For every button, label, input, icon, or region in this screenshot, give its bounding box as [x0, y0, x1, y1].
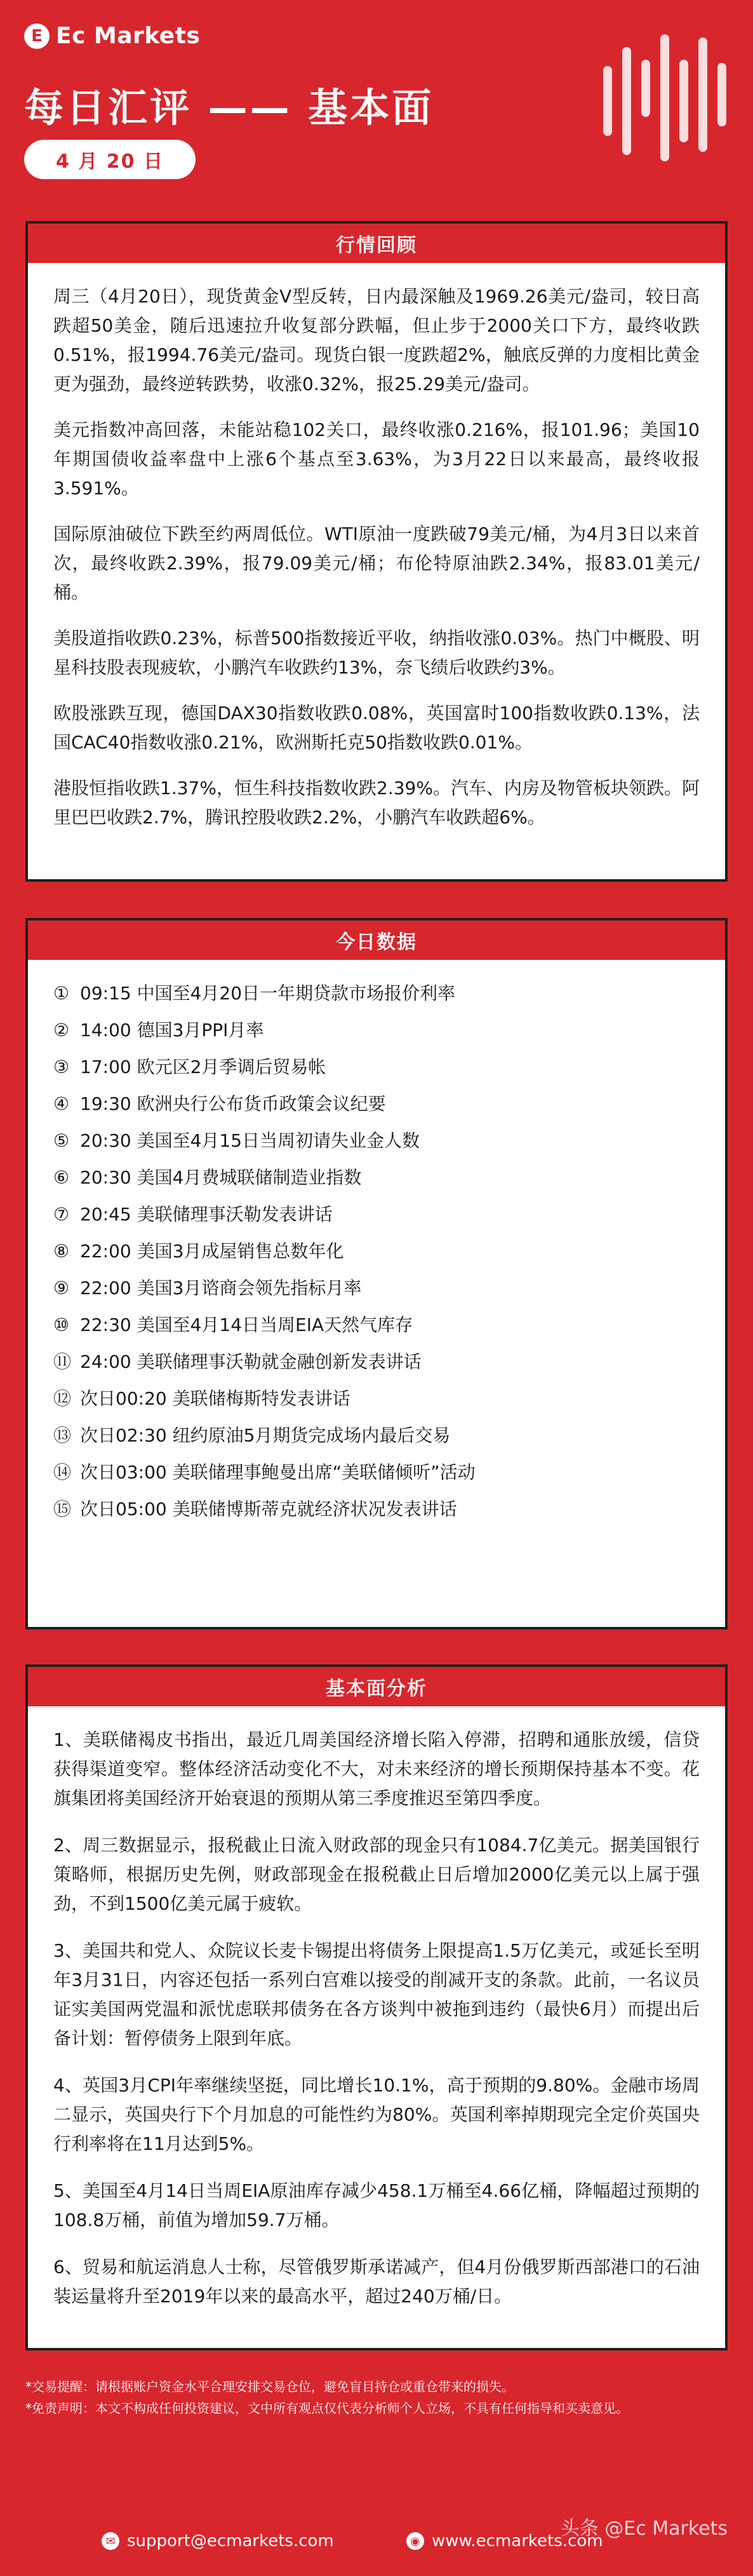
- analysis-paragraph: 4、英国3月CPI年率继续坚挺，同比增长10.1%，高于预期的9.80%。金融市场周二显示，英国央行下个月加息的可能性约为80%。英国利率掉期现完全定价英国央行利率将在11月达到5%。: [53, 2075, 700, 2154]
- item-text: 22:00 美国3月谘商会领先指标月率: [80, 1278, 362, 1298]
- list-item: [53, 1012, 700, 1049]
- item-text: 次日05:00 美联储博斯蒂克就经济状况发表讲话: [80, 1499, 457, 1520]
- item-text: 20:45 美联储理事沃勒发表讲话: [80, 1204, 333, 1225]
- brand-logo: [24, 23, 200, 49]
- item-text: 24:00 美联储理事沃勒就金融创新发表讲话: [80, 1351, 422, 1372]
- website-link[interactable]: www.ecmarkets.com: [432, 2532, 603, 2551]
- disclaimer: [25, 2376, 728, 2419]
- review-paragraph: 欧股涨跌互现，德国DAX30指数收跌0.08%，英国富时100指数收跌0.13%，法国CAC40指数收涨0.21%，欧洲斯托克50指数收跌0.01%。: [53, 703, 700, 753]
- item-text: 次日02:30 纽约原油5月期货完成场内最后交易: [80, 1425, 451, 1446]
- fundamental-analysis-card: [25, 1664, 728, 2350]
- globe-icon: ◉: [406, 2532, 424, 2550]
- review-paragraph: 国际原油破位下跌至约两周低位。WTI原油一度跌破79美元/桶，为4月3日以来首次，最终收跌2.39%，报79.09美元/桶；布伦特原油跌2.34%，报83.01美元/桶。: [53, 523, 700, 603]
- list-item: [53, 1454, 700, 1491]
- event-list: [53, 975, 700, 1528]
- item-text: 17:00 欧元区2月季调后贸易帐: [80, 1056, 326, 1077]
- analysis-paragraph: 5、美国至4月14日当周EIA原油库存减少458.1万桶至4.66亿桶，降幅超过预期的108.8万桶，前值为增加59.7万桶。: [53, 2180, 700, 2230]
- today-data-title: 今日数据: [28, 920, 725, 960]
- list-item: [53, 1417, 700, 1454]
- today-data-card: [25, 918, 728, 1629]
- item-number: ⑨: [53, 1278, 70, 1298]
- list-item: [53, 1123, 700, 1159]
- list-item: [53, 1159, 700, 1196]
- analysis-paragraph: 3、美国共和党人、众院议长麦卡锡提出将债务上限提高1.5万亿美元，或延长至明年3月31日，内容还包括一系列白宫难以接受的削减开支的条款。此前，一名议员证实美国两党温和派忧虑联邦债务在各方谈判中被拖到违约（最快6月）而提出后备计划：暂停债务上限到年底。: [53, 1940, 700, 2049]
- item-number: ⑪: [53, 1351, 72, 1372]
- item-text: 09:15 中国至4月20日一年期贷款市场报价利率: [80, 983, 456, 1004]
- item-text: 14:00 德国3月PPI月率: [80, 1020, 264, 1041]
- item-number: ⑩: [53, 1314, 70, 1335]
- item-text: 22:00 美国3月成屋销售总数年化: [80, 1241, 344, 1262]
- analysis-paragraph: 1、美联储褐皮书指出，最近几周美国经济增长陷入停滞，招聘和通胀放缓，信贷获得渠道变窄。整体经济活动变化不大，对未来经济的增长预期保持基本不变。花旗集团将美国经济开始衰退的预期从第三季度推迟至第四季度。: [53, 1729, 700, 1809]
- mail-icon: ✉: [102, 2532, 119, 2550]
- logo-mark-icon: E: [24, 24, 50, 49]
- item-number: ⑮: [53, 1499, 72, 1520]
- item-text: 次日03:00 美联储理事鲍曼出席“美联储倾听”活动: [80, 1462, 476, 1483]
- analysis-paragraph: 6、贸易和航运消息人士称，尽管俄罗斯承诺减产，但4月份俄罗斯西部港口的石油装运量将升至2019年以来的最高水平，超过240万桶/日。: [53, 2256, 700, 2307]
- item-text: 20:30 美国4月费城联储制造业指数: [80, 1167, 362, 1188]
- item-text: 20:30 美国至4月15日当周初请失业金人数: [80, 1130, 420, 1151]
- analysis-paragraph: 2、周三数据显示，报税截止日流入财政部的现金只有1084.7亿美元。据美国银行策略师，根据历史先例，财政部现金在报税截止日后增加2000亿美元以上属于强劲，不到1500亿美元属于疲软。: [53, 1835, 700, 1914]
- item-number: ①: [53, 983, 70, 1004]
- list-item: [53, 1233, 700, 1270]
- item-number: ⑫: [53, 1388, 72, 1409]
- email-link[interactable]: support@ecmarkets.com: [127, 2532, 334, 2551]
- review-paragraph: 港股恒指收跌1.37%，恒生科技指数收跌2.39%。汽车、内房及物管板块领跌。阿里巴巴收跌2.7%，腾讯控股收跌2.2%，小鹏汽车收跌超6%。: [53, 778, 700, 828]
- item-text: 次日00:20 美联储梅斯特发表讲话: [80, 1388, 350, 1409]
- market-review-title: 行情回顾: [28, 224, 725, 263]
- watermark: 头条 @Ec Markets: [560, 2518, 728, 2540]
- list-item: [53, 1270, 700, 1307]
- item-number: ⑧: [53, 1241, 70, 1262]
- item-number: ⑭: [53, 1462, 72, 1483]
- date-badge: 4 月 20 日: [24, 140, 196, 179]
- item-number: ③: [53, 1056, 70, 1077]
- list-item: [53, 1307, 700, 1344]
- item-number: ⑤: [53, 1130, 70, 1151]
- item-number: ④: [53, 1093, 70, 1114]
- list-item: [53, 1196, 700, 1233]
- review-paragraph: 周三（4月20日），现货黄金V型反转，日内最深触及1969.26美元/盎司，较日高跌超50美金，随后迅速拉升收复部分跌幅，但止步于2000关口下方，最终收跌0.51%，报1994.76美元/盎司。现货白银一度跌超2%，触底反弹的力度相比黄金更为强劲，最终逆转跌势，收涨0.32%，报25.29美元/盎司。: [53, 286, 700, 394]
- list-item: [53, 975, 700, 1012]
- item-text: 19:30 欧洲央行公布货币政策会议纪要: [80, 1093, 386, 1114]
- item-number: ⑥: [53, 1167, 70, 1188]
- review-paragraph: 美元指数冲高回落，未能站稳102关口，最终收涨0.216%，报101.96；美国10年期国债收益率盘中上涨6个基点至3.63%，为3月22日以来最高，最终收报3.591%。: [53, 419, 700, 499]
- item-number: ⑦: [53, 1204, 70, 1225]
- page-title: 每日汇评 —— 基本面: [24, 84, 434, 131]
- item-number: ⑬: [53, 1425, 72, 1446]
- header: [0, 0, 753, 213]
- item-text: 22:30 美国至4月14日当周EIA天然气库存: [80, 1314, 413, 1335]
- analysis-title: 基本面分析: [28, 1667, 725, 1706]
- item-number: ②: [53, 1020, 70, 1041]
- legal-disclaimer: *免责声明：本文不构成任何投资建议，文中所有观点仅代表分析师个人立场，不具有任何指导和买卖意见。: [25, 2401, 629, 2416]
- review-paragraph: 美股道指收跌0.23%，标普500指数接近平收，纳指收涨0.03%。热门中概股、明星科技股表现疲软，小鹏汽车收跌约13%，奈飞绩后收跌约3%。: [53, 628, 700, 678]
- list-item: [53, 1086, 700, 1123]
- list-item: [53, 1344, 700, 1380]
- trade-reminder: *交易提醒：请根据账户资金水平合理安排交易仓位，避免盲目持仓或重仓带来的损失。: [25, 2379, 514, 2394]
- list-item: [53, 1049, 700, 1086]
- brand-name: Ec Markets: [56, 23, 201, 49]
- list-item: [53, 1491, 700, 1528]
- market-review-card: [25, 221, 728, 882]
- footer-email[interactable]: [102, 2532, 334, 2551]
- bar-graphic-icon: [603, 28, 730, 161]
- list-item: [53, 1380, 700, 1417]
